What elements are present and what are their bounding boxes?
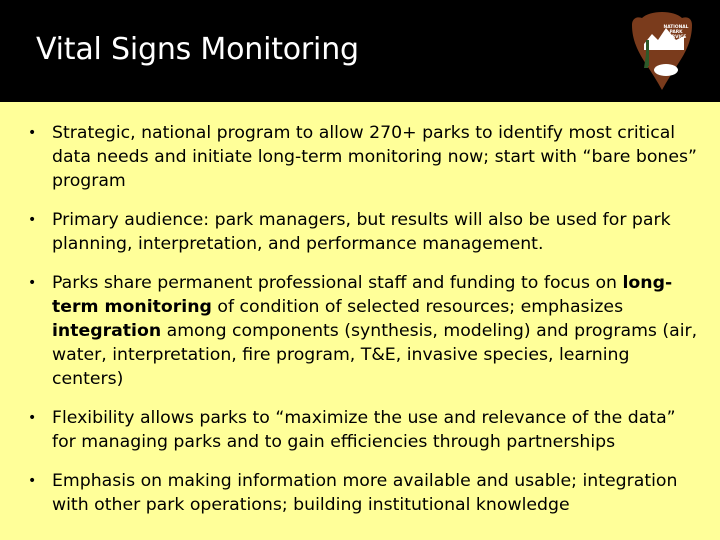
nps-arrowhead-icon	[630, 10, 694, 92]
bullet-list	[28, 121, 700, 532]
bullet-item	[28, 406, 700, 454]
bullet-text: of condition of selected resources; emphasizes	[211, 297, 624, 317]
bullet-dot-icon: •	[28, 275, 37, 291]
slide-title: Vital Signs Monitoring	[36, 32, 359, 67]
bullet-dot-icon: •	[28, 212, 37, 228]
bullet-dot-icon: •	[28, 473, 37, 489]
bullet-text: among components (synthesis, modeling) and programs (air, water, interpretation, fire program, T&E, invasive species, learning centers)	[52, 321, 698, 389]
bullet-text: Flexibility allows parks to “maximize the use and relevance of the data” for managing parks and to gain efficiencies through partnerships	[52, 408, 676, 452]
bullet-text: Strategic, national program to allow 270+ parks to identify most critical data needs and initiate long-term monitoring now; start with “bare bones” program	[52, 123, 697, 191]
bullet-text: Primary audience: park managers, but results will also be used for park planning, interpretation, and performance management.	[52, 210, 671, 254]
bullet-item	[28, 121, 700, 193]
bullet-text: Parks share permanent professional staff and funding to focus on	[52, 273, 623, 293]
bullet-item	[28, 208, 700, 256]
logo-text-park: PARK	[669, 30, 683, 35]
logo-text-service: SERVICE	[665, 35, 687, 40]
bullet-emphasis: integration	[52, 321, 162, 341]
bullet-dot-icon: •	[28, 410, 37, 426]
bullet-item	[28, 469, 700, 517]
bullet-emphasis: long-term monitoring	[52, 273, 673, 317]
bullet-item	[28, 271, 700, 391]
bullet-dot-icon: •	[28, 125, 37, 141]
logo-text-national: NATIONAL	[663, 25, 689, 30]
bullet-text: Emphasis on making information more available and usable; integration with other park operations; building institutional knowledge	[52, 471, 678, 515]
title-bar	[0, 0, 720, 102]
